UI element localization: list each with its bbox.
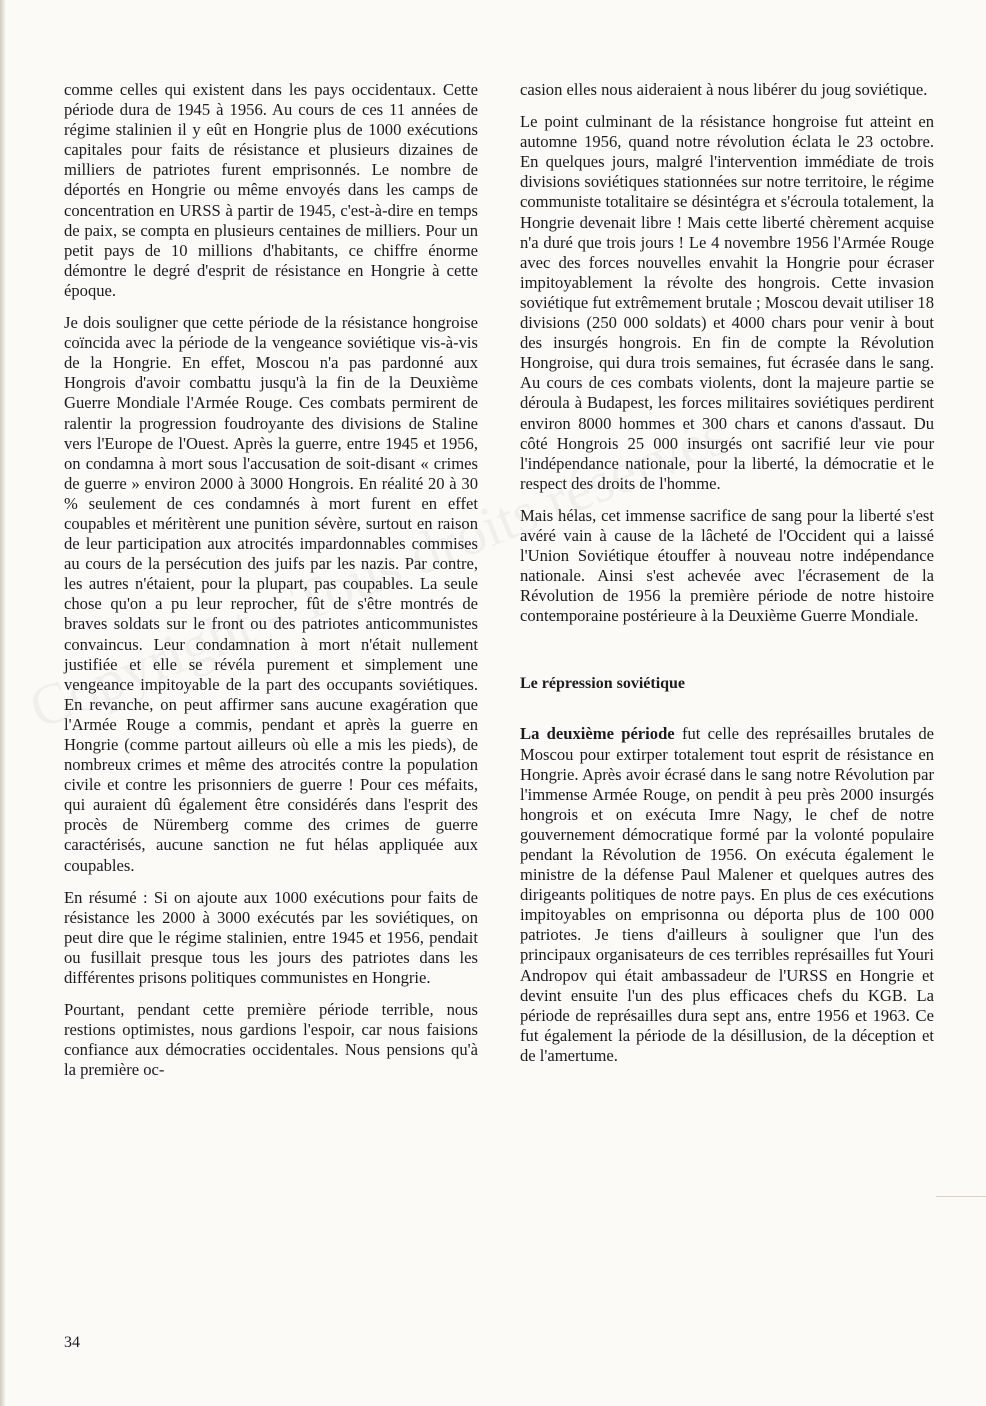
paragraph: Le point culminant de la résistance hongroise fut atteint en automne 1956, quand notre révolution éclata le 23 octobre. En quelques jours, malgré l'intervention immédiate de trois divisions soviétiques stationnées sur notre territoire, le régime communiste totalitaire se désintégra et s'écroula totalement, la Hongrie devenait libre ! Mais cette liberté chèrement acquise n'a duré que trois jours ! Le 4 novembre 1956 l'Armée Rouge avec des forces nouvelles envahit la Hongrie pour écraser impitoyablement la révolte des hongrois. Cette invasion soviétique fut extrêmement brutale ; Moscou devait utiliser 18 divisions (250 000 soldats) et 4000 chars pour venir à bout des insurgés hongrois. En fin de compte la Révolution Hongroise, qui dura trois semaines, fut écrasée dans le sang. Au cours de ces combats violents, dont la majeure partie se déroula à Budapest, les forces militaires soviétiques perdirent environ 8000 hommes et 300 chars et canons d'assaut. Du côté Hongrois 25 000 insurgés ont sacrifié leur vie pour l'indépendance nationale, pour la liberté, la démocratie et le respect des droits de l'homme. [520,112,934,493]
paragraph: Pourtant, pendant cette première période terrible, nous restions optimistes, nous gardions l'espoir, car nous faisions confiance aux démocraties occidentales. Nous pensions qu'à la première oc- [64,1000,478,1080]
right-column [520,80,934,1078]
section-lead: La deuxième période [520,724,675,744]
paragraph: casion elles nous aideraient à nous libérer du joug soviétique. [520,80,928,99]
paragraph: comme celles qui existent dans les pays occidentaux. Cette période dura de 1945 à 1956. Au cours de ces 11 années de régime stalinien il y eût en Hongrie plus de 1000 exécutions capitales pour faits de résistance et plusieurs dizaines de milliers de patriotes furent emprisonnés. Le nombre de déportés en Hongrie ou même envoyés dans les camps de concentration en URSS à partir de 1945, c'est-à-dire en temps de paix, se compta en plusieurs centaines de milliers. Pour un petit pays de 10 millions d'habitants, ce chiffre énorme démontre le degré d'esprit de résistance en Hongrie à cette époque. [64,80,478,300]
section-paragraph [520,724,934,1066]
paragraph: En résumé : Si on ajoute aux 1000 exécutions pour faits de résistance les 2000 à 3000 exécutés par les soviétiques, on peut dire que le régime stalinien, entre 1945 et 1956, pendait ou fusillait presque tous les jours des patriotes dans les différentes prisons politiques communistes en Hongrie. [64,887,478,988]
section-body: fut celle des représailles brutales de Moscou pour extirper totalement tout esprit de résistance en Hongrie. Après avoir écrasé dans le sang notre Révolution par l'immense Armée Rouge, on pendit à peu près 2000 insurgés hongrois et on exécuta Imre Nagy, le chef de notre gouvernement démocratique formé par la volonté populaire pendant la Révolution de 1956. On exécuta également le ministre de la défense Paul Malener et quelques autres des dirigeants politiques de notre pays. En plus de ces exécutions impitoyables on emprisonna ou déporta plus de 100 000 patriotes. Je tiens d'ailleurs à souligner que l'un des principaux organisateurs de ces terribles représailles fut Youri Andropov qui était ambassadeur de l'URSS en Hongrie et devint ensuite l'un des plus efficaces chefs du KGB. La période de représailles dura sept ans, entre 1956 et 1963. Ce fut également la période de la désillusion, de la déception et de l'amertume. [520,724,935,1065]
margin-mark [936,1196,986,1197]
section-heading: Le répression soviétique [520,675,686,693]
paragraph: Je dois souligner que cette période de la résistance hongroise coïncida avec la période de la vengeance soviétique vis-à-vis de la Hongrie. En effet, Moscou n'a pas pardonné aux Hongrois d'avoir combattu jusqu'à la fin de la Deuxième Guerre Mondiale l'Armée Rouge. Ces combats permirent de ralentir la progression foudroyante des divisions de Staline vers l'Europe de l'Ouest. Après la guerre, entre 1945 et 1956, on condamna à mort sous l'accusation de soit-disant « crimes de guerre » environ 2000 à 3000 Hongrois. En réalité 20 à 30 % seulement de ces condamnés à mort furent en effet coupables et méritèrent une punition sévère, surtout en raison de leur participation aux atrocités impardonnables commises au cours de la persécution des juifs par les nazis. Par contre, les autres n'étaient, pour la plupart, pas coupables. La seule chose qu'on a pu leur reprocher, fût de s'être montrés de braves soldats sur le front ou des patriotes anticommunistes convaincus. Leur condamnation à mort n'était nullement justifiée et elle se révéla purement et simplement une vengeance impitoyable de la part des occupants soviétiques. En revanche, on peut affirmer sans aucune exagération que l'Armée Rouge a commis, pendant et après la guerre en Hongrie (comme partout ailleurs où elle a mis les pieds), de nombreux crimes et même des atrocités contre la population civile et contre les prisonniers de guerre ! Pour ces méfaits, qui auraient dû également être considérés dans l'esprit des procès de Nüremberg comme des crimes de guerre caractérisés, aucune sanction ne fut hélas appliquée aux coupables. [64,313,478,875]
paragraph: Mais hélas, cet immense sacrifice de sang pour la liberté s'est avéré vain à cause de la lâcheté de l'Occident qui a laissé l'Union Soviétique étouffer à nouveau notre indépendance nationale. Ainsi s'est achevée avec l'écrasement de la Révolution de 1956 la première période de notre histoire contemporaine postérieure à la Deuxième Guerre Mondiale. [520,505,934,626]
left-column [64,80,478,1093]
page-number: 34 [64,1334,80,1351]
page-edge [0,0,6,1406]
